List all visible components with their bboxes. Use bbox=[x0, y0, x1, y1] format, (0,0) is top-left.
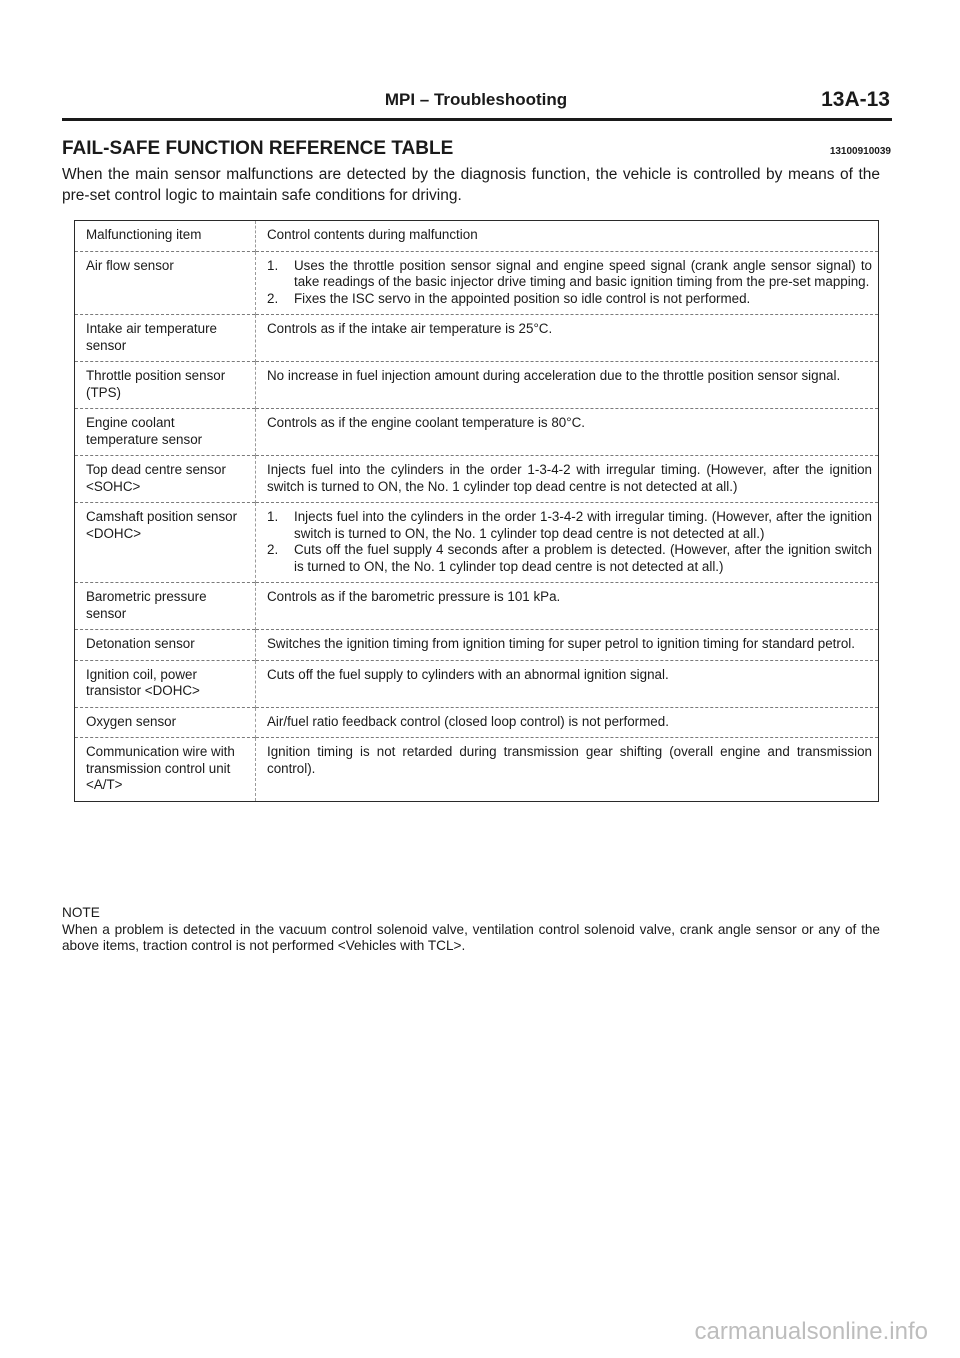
column-header-item: Malfunctioning item bbox=[75, 221, 256, 252]
control-content: Controls as if the barometric pressure is 101 kPa. bbox=[256, 583, 879, 630]
header-title: MPI – Troubleshooting bbox=[384, 90, 568, 109]
control-content: Air/fuel ratio feedback control (closed loop control) is not performed. bbox=[256, 707, 879, 738]
control-content: Injects fuel into the cylinders in the order 1-3-4-2 with irregular timing. (However, after the ignition switch is turned to ON, the No. 1 cylinder top dead centre is not detected at all.) bbox=[256, 456, 879, 503]
table-row bbox=[75, 456, 879, 503]
control-content: Switches the ignition timing from ignition timing for super petrol to ignition timing for standard petrol. bbox=[256, 630, 879, 661]
note bbox=[62, 905, 880, 955]
watermark: carmanualsonline.info bbox=[694, 1318, 928, 1345]
table-row bbox=[75, 503, 879, 583]
point-text: Uses the throttle position sensor signal and engine speed signal (crank angle sensor signal) to take readings of the basic injector drive timing and basic ignition timing from the pre-set mapping. bbox=[294, 257, 872, 289]
point-text: Injects fuel into the cylinders in the order 1-3-4-2 with irregular timing. (However, after the ignition switch is turned to ON, the No. 1 cylinder top dead centre is not detected at all.) bbox=[294, 509, 872, 541]
control-content: Cuts off the fuel supply to cylinders with an abnormal ignition signal. bbox=[256, 660, 879, 707]
point-number: 1. bbox=[267, 257, 279, 273]
table-row bbox=[75, 315, 879, 362]
point-number: 1. bbox=[267, 509, 279, 524]
table-row bbox=[75, 583, 879, 630]
numbered-point bbox=[267, 509, 872, 542]
numbered-point bbox=[267, 291, 872, 308]
point-text: Cuts off the fuel supply 4 seconds after a problem is detected. (However, after the ignition switch is turned to ON, the No. 1 cylinder top dead centre is not detected at all.) bbox=[294, 542, 872, 574]
numbered-point bbox=[267, 542, 872, 575]
point-text: Fixes the ISC servo in the appointed position so idle control is not performed. bbox=[294, 290, 751, 306]
control-content: Ignition timing is not retarded during transmission gear shifting (overall engine and transmission control). bbox=[256, 738, 879, 802]
malfunction-item: Air flow sensor bbox=[75, 251, 256, 315]
table-row bbox=[75, 660, 879, 707]
intro-paragraph: When the main sensor malfunctions are detected by the diagnosis function, the vehicle is controlled by means of the pre-set control logic to maintain safe conditions for driving. bbox=[62, 166, 880, 204]
malfunction-item: Top dead centre sensor <SOHC> bbox=[75, 456, 256, 503]
malfunction-item: Detonation sensor bbox=[75, 630, 256, 661]
note-text: When a problem is detected in the vacuum control solenoid valve, ventilation control solenoid valve, crank angle sensor or any of the above items, traction control is not performed <Vehicles with TCL>. bbox=[62, 921, 880, 953]
malfunction-item: Engine coolant temperature sensor bbox=[75, 409, 256, 456]
malfunction-item: Oxygen sensor bbox=[75, 707, 256, 738]
table-row bbox=[75, 251, 879, 315]
control-content: Controls as if the intake air temperature is 25°C. bbox=[256, 315, 879, 362]
section-title: FAIL-SAFE FUNCTION REFERENCE TABLE bbox=[62, 138, 454, 159]
malfunction-item: Camshaft position sensor <DOHC> bbox=[75, 503, 256, 583]
table-row bbox=[75, 409, 879, 456]
page-header bbox=[62, 88, 890, 120]
section-code: 13100910039 bbox=[829, 146, 891, 157]
page-number: 13A-13 bbox=[821, 88, 890, 111]
malfunction-item: Ignition coil, power transistor <DOHC> bbox=[75, 660, 256, 707]
table-row bbox=[75, 738, 879, 802]
header-rule bbox=[62, 118, 892, 121]
malfunction-item: Throttle position sensor (TPS) bbox=[75, 362, 256, 409]
control-content bbox=[256, 251, 879, 315]
column-header-content: Control contents during malfunction bbox=[267, 227, 478, 242]
fail-safe-table bbox=[74, 220, 879, 802]
point-number: 2. bbox=[267, 542, 279, 557]
point-number: 2. bbox=[267, 290, 279, 306]
table-row bbox=[75, 630, 879, 661]
table-row bbox=[75, 707, 879, 738]
control-content: Controls as if the engine coolant temperature is 80°C. bbox=[256, 409, 879, 456]
malfunction-item: Barometric pressure sensor bbox=[75, 583, 256, 630]
note-label: NOTE bbox=[62, 905, 100, 920]
table-row bbox=[75, 362, 879, 409]
malfunction-item: Communication wire with transmission control unit <A/T> bbox=[75, 738, 256, 802]
table-header-row bbox=[75, 221, 879, 252]
numbered-point bbox=[267, 258, 872, 291]
control-content: No increase in fuel injection amount during acceleration due to the throttle position sensor signal. bbox=[256, 362, 879, 409]
control-content bbox=[256, 503, 879, 583]
malfunction-item: Intake air temperature sensor bbox=[75, 315, 256, 362]
